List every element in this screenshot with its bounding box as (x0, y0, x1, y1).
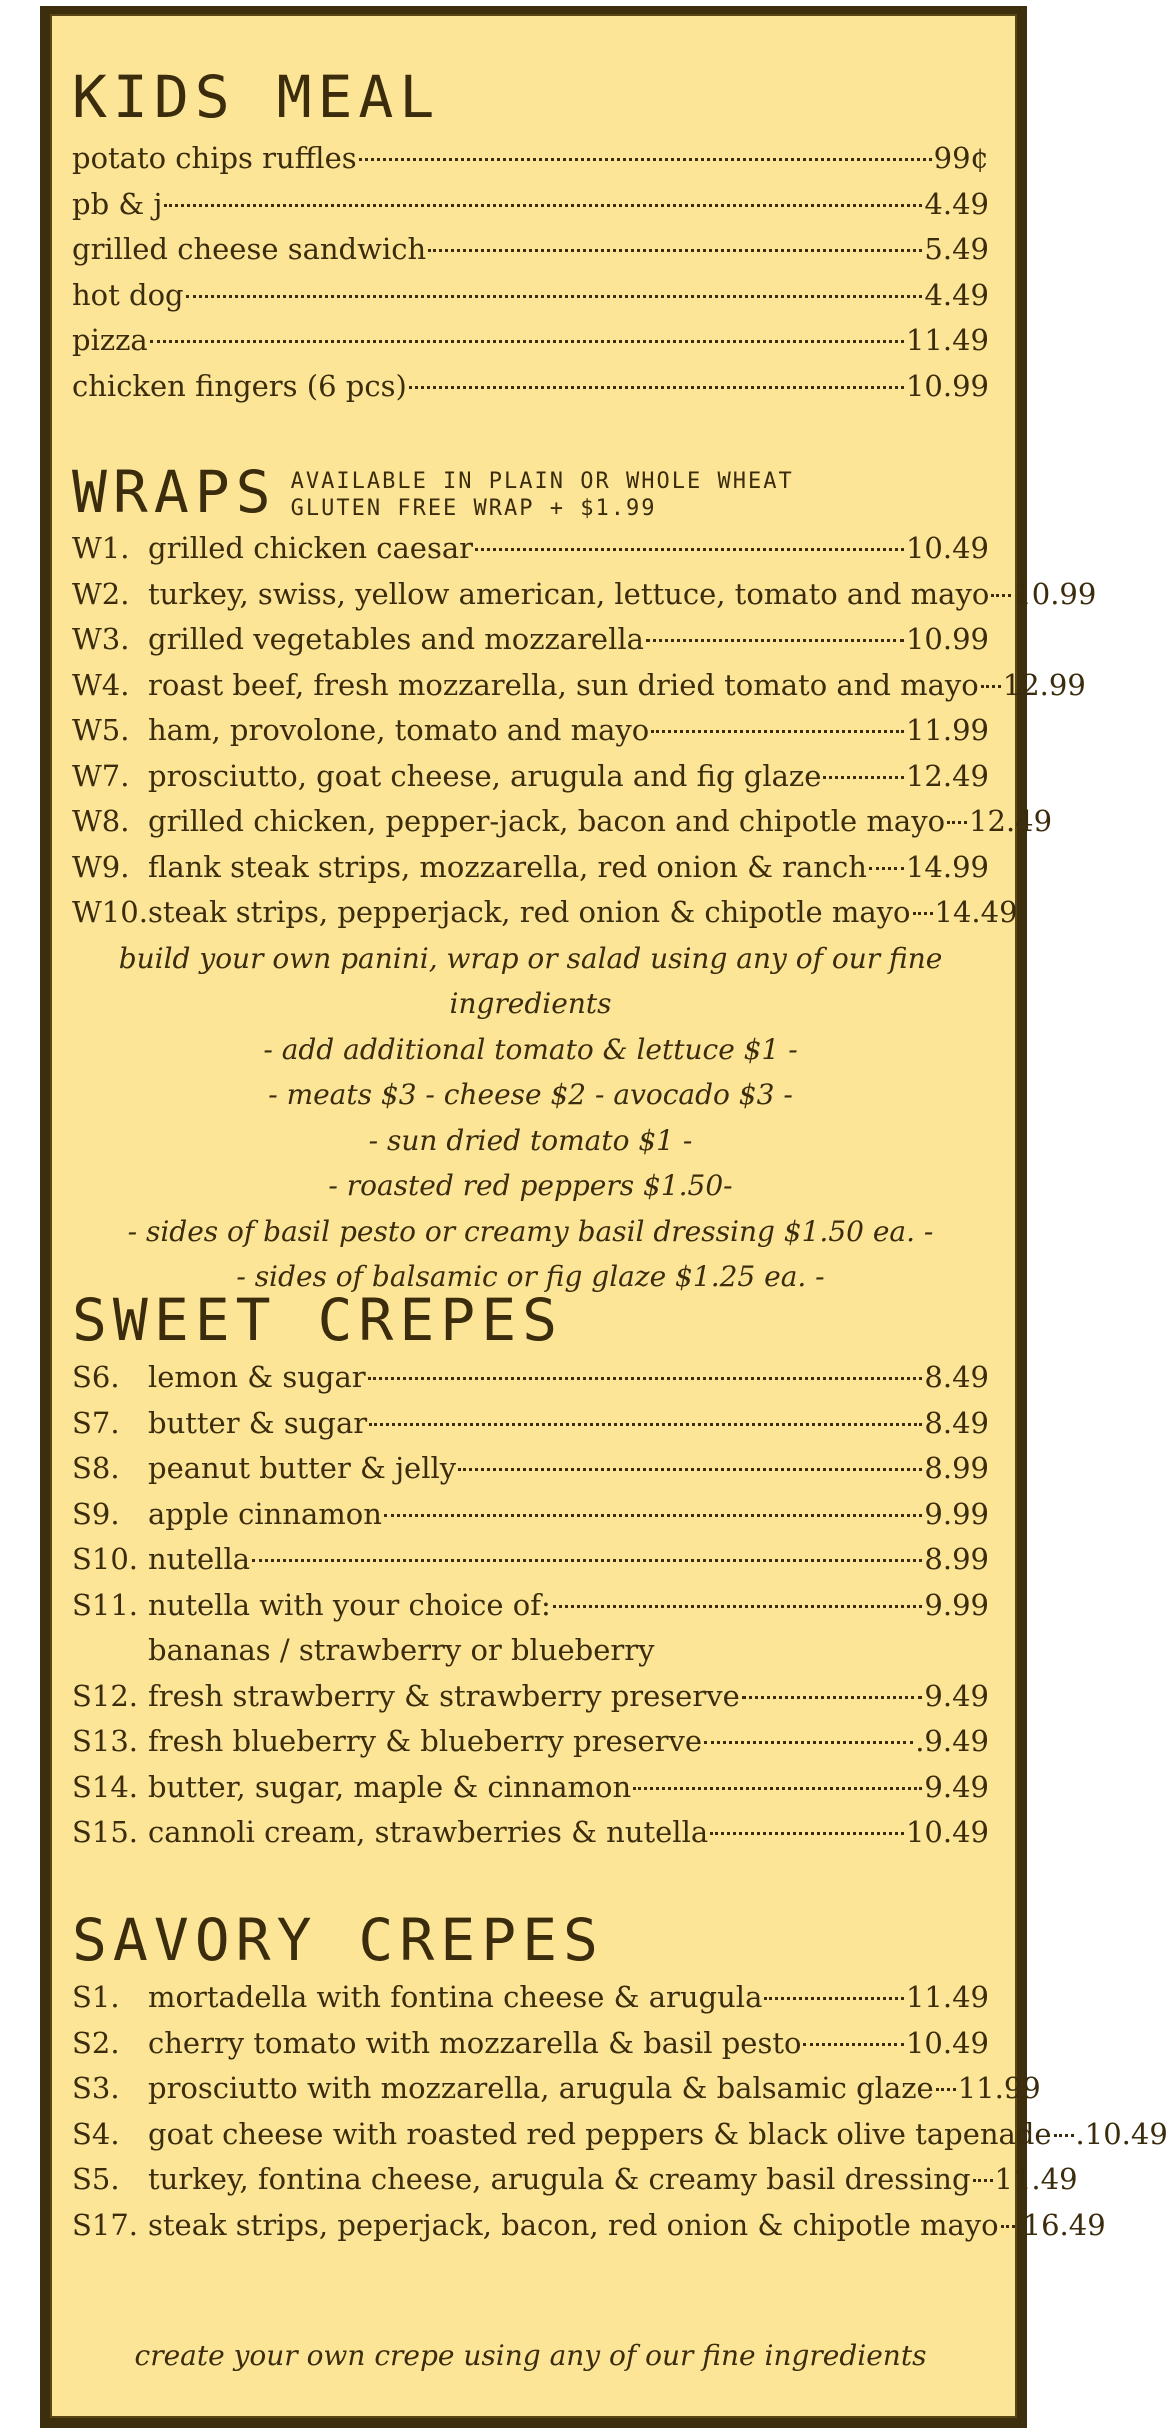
wraps-note-line: - meats $3 - cheese $2 - avocado $3 - (268, 1078, 793, 1111)
menu-item: S3. prosciutto with mozzarella, arugula & balsamic glaze 11.99 (72, 2071, 1041, 2105)
wraps-note-line: - sides of basil pesto or creamy basil dressing $1.50 ea. - (127, 1214, 934, 1248)
menu-item: W7. prosciutto, goat cheese, arugula and fig glaze 12.49 (72, 758, 989, 793)
menu-item: S13. fresh blueberry & blueberry preserve .9.49 (72, 1724, 989, 1758)
menu-item: W5. ham, provolone, tomato and mayo 11.99 (72, 713, 989, 747)
menu-item: pizza 11.49 (72, 323, 989, 357)
menu-item: S11. nutella with your choice of: 9.99 (72, 1587, 989, 1622)
menu-item: S7. butter & sugar 8.49 (72, 1405, 989, 1440)
menu-item: S12. fresh strawberry & strawberry preserve 9.49 (72, 1678, 989, 1713)
menu-item: W9. flank steak strips, mozzarella, red onion & ranch 14.99 (72, 849, 989, 884)
menu-item: W2. turkey, swiss, yellow american, lettuce, tomato and mayo 10.99 (72, 576, 1097, 611)
menu-item: S14. butter, sugar, maple & cinnamon 9.49 (72, 1769, 989, 1804)
menu-item: hot dog 4.49 (72, 277, 989, 312)
menu-item: S8. peanut butter & jelly 8.99 (72, 1451, 989, 1485)
menu-item: W1. grilled chicken caesar 10.49 (72, 531, 989, 565)
wraps-note-line: - sides of balsamic or fig glaze $1.25 ea. - (236, 1260, 825, 1293)
savory-crepes-list (72, 1975, 1168, 2248)
wraps-list (72, 526, 1097, 1300)
menu-item: W3. grilled vegetables and mozzarella 10.99 (72, 622, 989, 656)
menu-item: W8. grilled chicken, pepper-jack, bacon and chipotle mayo 12.49 (72, 804, 1053, 838)
menu-item: potato chips ruffles 99¢ (72, 141, 989, 175)
wraps-availability-note: AVAILABLE IN PLAIN OR WHOLE WHEAT GLUTEN FREE WRAP + $1.99 (290, 469, 794, 521)
savory-footer (72, 2333, 989, 2379)
wraps-note-line: build your own panini, wrap or salad using any of our fine ingredients (118, 941, 943, 1020)
menu-item: S15. cannoli cream, strawberries & nutella 10.49 (72, 1815, 989, 1849)
wraps-note-line: - add additional tomato & lettuce $1 - (263, 1032, 798, 1066)
sweet-crepes-list (72, 1355, 989, 1856)
wraps-note-line: - sun dried tomato $1 - (368, 1123, 693, 1157)
wraps-header (72, 458, 989, 526)
create-your-own-note: create your own crepe using any of our fine ingredients (134, 2339, 927, 2372)
kids-meal-heading: KIDS MEAL (72, 63, 441, 131)
wraps-note-line: - roasted red peppers $1.50- (328, 1169, 733, 1202)
kids-meal-section (72, 63, 989, 131)
sweet-crepes-heading: SWEET CREPES (72, 1286, 564, 1354)
menu-item: S2. cherry tomato with mozzarella & basil pesto 10.49 (72, 2025, 989, 2060)
menu-item: pb & j 4.49 (72, 186, 989, 221)
menu-item: W10. steak strips, pepperjack, red onion & chipotle mayo 14.49 (72, 895, 1018, 929)
sweet-crepes-section (72, 1286, 989, 1354)
savory-crepes-section (72, 1906, 989, 1974)
menu-item: chicken fingers (6 pcs) 10.99 (72, 368, 989, 403)
menu-item: S4. goat cheese with roasted red peppers & black olive tapenade .10.49 (72, 2116, 1168, 2151)
menu-item: S9. apple cinnamon 9.99 (72, 1496, 989, 1531)
savory-crepes-heading: SAVORY CREPES (72, 1906, 604, 1974)
menu-item: S6. lemon & sugar 8.49 (72, 1360, 989, 1394)
menu-item: S10. nutella 8.99 (72, 1542, 989, 1576)
kids-meal-list (72, 136, 989, 409)
menu-item-continuation: bananas / strawberry or blueberry (148, 1633, 655, 1667)
menu-item: S17. steak strips, peperjack, bacon, red onion & chipotle mayo 16.49 (72, 2207, 1106, 2242)
menu-item: W4. roast beef, fresh mozzarella, sun dried tomato and mayo 12.99 (72, 667, 1086, 702)
menu-item: S1. mortadella with fontina cheese & arugula 11.49 (72, 1980, 989, 2014)
menu-item: S5. turkey, fontina cheese, arugula & creamy basil dressing 11.49 (72, 2162, 1078, 2196)
menu-item: grilled cheese sandwich 5.49 (72, 232, 989, 266)
wraps-heading: WRAPS (72, 458, 277, 526)
